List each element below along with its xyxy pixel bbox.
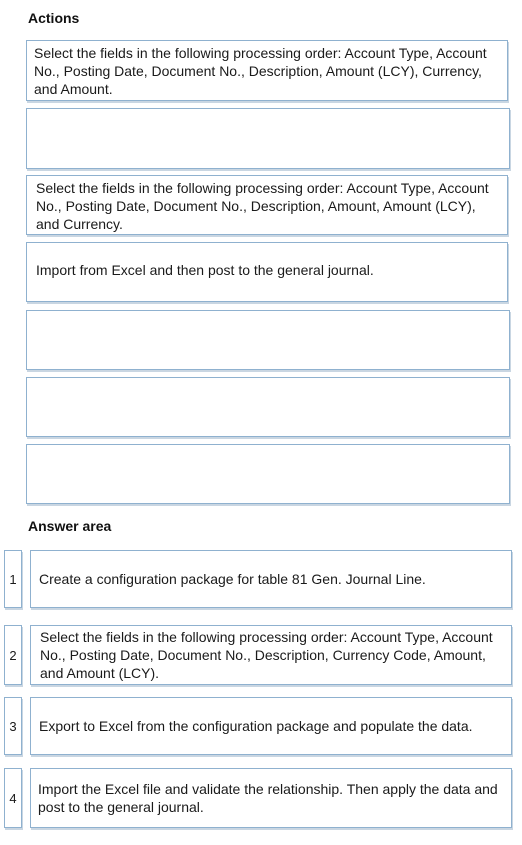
action-slot-empty-2[interactable] <box>26 310 510 370</box>
action-item-4[interactable]: Import from Excel and then post to the general journal. <box>26 242 508 302</box>
answer-area-heading: Answer area <box>28 518 112 534</box>
action-slot-empty-4[interactable] <box>26 444 510 504</box>
action-slot-empty-3[interactable] <box>26 377 510 437</box>
action-item-1[interactable]: Select the fields in the following processing order: Account Type, Account No., Posting Date, Document No., Description, Amount (LCY), Currency, and Amount. <box>26 40 508 101</box>
answer-row-3-text[interactable]: Export to Excel from the configuration package and populate the data. <box>30 697 512 755</box>
action-item-3[interactable]: Select the fields in the following processing order: Account Type, Account No., Posting Date, Document No., Description, Amount, Amount (LCY), and Currency. <box>26 175 508 235</box>
answer-row-1-text[interactable]: Create a configuration package for table 81 Gen. Journal Line. <box>30 550 512 608</box>
answer-row-2-number: 2 <box>4 625 22 685</box>
action-slot-empty-1[interactable] <box>26 108 510 169</box>
actions-heading: Actions <box>28 10 80 26</box>
answer-row-3-number: 3 <box>4 697 22 755</box>
answer-row-2-text[interactable]: Select the fields in the following processing order: Account Type, Account No., Posting Date, Document No., Description, Currency Code, Amount, and Amount (LCY). <box>30 625 512 685</box>
answer-row-4-number: 4 <box>4 768 22 828</box>
answer-row-4-text[interactable]: Import the Excel file and validate the relationship. Then apply the data and post to the general journal. <box>30 768 512 828</box>
answer-row-1-number: 1 <box>4 550 22 608</box>
